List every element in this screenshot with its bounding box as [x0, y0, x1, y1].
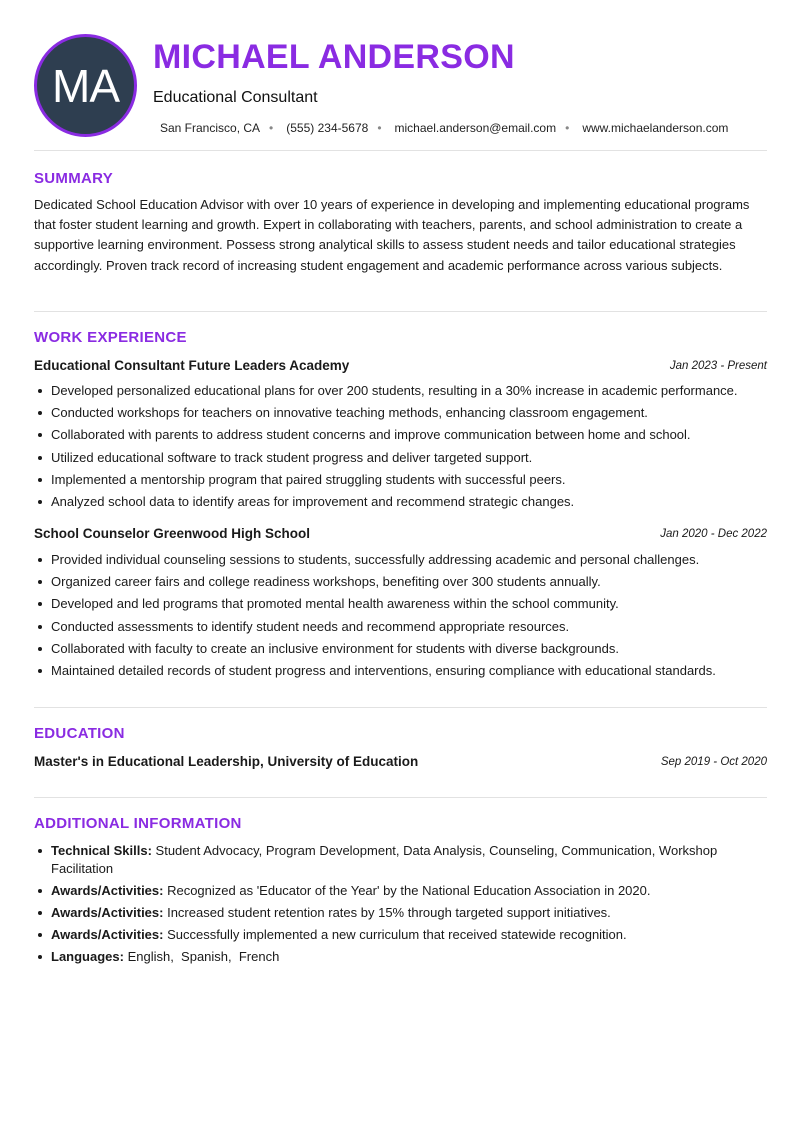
item-label: Languages:: [51, 949, 124, 964]
candidate-name: MICHAEL ANDERSON: [153, 38, 515, 76]
item-label: Awards/Activities:: [51, 927, 164, 942]
list-item: [34, 842, 744, 878]
contact-email[interactable]: michael.anderson@email.com: [394, 121, 557, 135]
list-item: Utilized educational software to track student progress and deliver targeted support.: [34, 449, 767, 471]
list-item: [34, 882, 744, 900]
contact-phone: (555) 234-5678: [286, 121, 369, 135]
job-title: School Counselor Greenwood High School: [34, 526, 311, 541]
education-date: Sep 2019 - Oct 2020: [660, 756, 767, 768]
divider: [34, 150, 767, 151]
divider: [34, 311, 767, 312]
divider: [34, 797, 767, 798]
job-bullets: [34, 382, 767, 515]
list-item: Developed and led programs that promoted mental health awareness within the school community.: [34, 595, 767, 617]
item-text: Student Advocacy, Program Development, Data Analysis, Counseling, Communication, Workshop Facilitation: [51, 843, 718, 876]
list-item: Organized career fairs and college readiness workshops, benefiting over 300 students annually.: [34, 573, 767, 595]
list-item: Developed personalized educational plans for over 200 students, resulting in a 30% increase in academic performance.: [34, 382, 767, 404]
divider: [34, 707, 767, 708]
contact-info: [160, 121, 728, 135]
job-date: Jan 2020 - Dec 2022: [660, 528, 767, 540]
separator: •: [269, 121, 274, 135]
item-label: Technical Skills:: [51, 843, 152, 858]
experience-heading: WORK EXPERIENCE: [34, 329, 187, 346]
list-item: Conducted assessments to identify student needs and recommend appropriate resources.: [34, 618, 767, 640]
job-date: Jan 2023 - Present: [669, 360, 767, 372]
candidate-title: Educational Consultant: [153, 89, 318, 106]
item-text: English, Spanish, French: [123, 949, 280, 964]
list-item: [34, 948, 744, 966]
summary-text: Dedicated School Education Advisor with over 10 years of experience in developing and implementing educational programs that foster student learning and growth. Expert in collaborating with teachers, parents, and school administration to create a supportive learning environment. Possess strong analytical skills to assess student needs and tailor educational strategies accordingly. Proven track record of increasing student engagement and academic performance across various subjects.: [34, 197, 750, 273]
additional-heading: ADDITIONAL INFORMATION: [34, 815, 242, 832]
list-item: Collaborated with parents to address student concerns and improve communication between home and school.: [34, 426, 767, 448]
item-text: Recognized as 'Educator of the Year' by the National Education Association in 2020.: [163, 883, 651, 898]
contact-website[interactable]: www.michaelanderson.com: [582, 121, 729, 135]
list-item: [34, 904, 744, 922]
list-item: Implemented a mentorship program that paired struggling students with successful peers.: [34, 471, 767, 493]
list-item: Collaborated with faculty to create an inclusive environment for students with diverse backgrounds.: [34, 640, 767, 662]
item-text: Increased student retention rates by 15% through targeted support initiatives.: [163, 905, 611, 920]
list-item: [34, 926, 744, 944]
item-label: Awards/Activities:: [51, 883, 164, 898]
job-title: Educational Consultant Future Leaders Academy: [34, 358, 350, 373]
job-bullets: [34, 551, 767, 684]
contact-location: San Francisco, CA: [160, 121, 261, 135]
list-item: Provided individual counseling sessions to students, successfully addressing academic and personal challenges.: [34, 551, 767, 573]
summary-heading: SUMMARY: [34, 170, 114, 187]
list-item: Analyzed school data to identify areas for improvement and recommend strategic changes.: [34, 493, 767, 515]
separator: •: [377, 121, 382, 135]
education-heading: EDUCATION: [34, 725, 125, 742]
degree: Master's in Educational Leadership, University of Education: [34, 754, 419, 769]
additional-list: [34, 842, 744, 970]
item-text: Successfully implemented a new curriculum that received statewide recognition.: [163, 927, 627, 942]
list-item: Conducted workshops for teachers on innovative teaching methods, enhancing classroom engagement.: [34, 404, 767, 426]
list-item: Maintained detailed records of student progress and interventions, ensuring compliance with educational standards.: [34, 662, 767, 684]
avatar: MA: [34, 34, 137, 137]
separator: •: [565, 121, 570, 135]
item-label: Awards/Activities:: [51, 905, 164, 920]
